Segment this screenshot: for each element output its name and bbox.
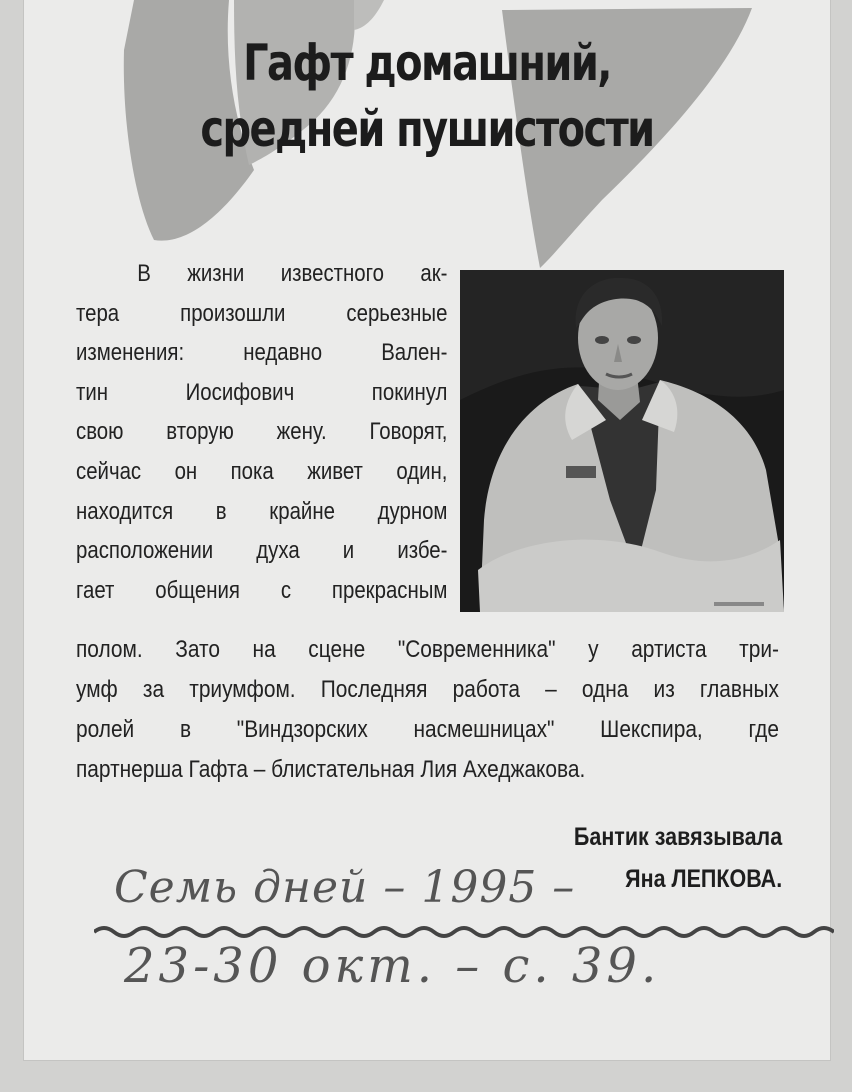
- portrait-illustration: [460, 270, 784, 612]
- text-line: партнерша Гафта – блистательная Лия Ахеджакова.: [76, 756, 586, 783]
- handwritten-line-1: Семь дней – 1995 –: [114, 862, 576, 913]
- article-text-wide: [76, 630, 779, 790]
- text-line: сейчас он пока живет один,: [76, 457, 448, 485]
- text-line: ролей в "Виндзорских насмешницах" Шекспира, где: [76, 716, 779, 743]
- text-line: расположении духа и избе-: [76, 537, 448, 565]
- actor-photo: [460, 270, 784, 612]
- newspaper-clipping: [24, 0, 830, 1060]
- headline-line-1: Гафт домашний,: [243, 34, 611, 92]
- text-line: находится в крайне дурном: [76, 497, 448, 525]
- signature-line-2: Яна ЛЕПКОВА.: [624, 865, 782, 893]
- text-line: изменения: недавно Вален-: [76, 339, 448, 367]
- text-line: гает общения с прекрасным: [76, 576, 448, 604]
- text-line: тера произошли серьезные: [76, 299, 448, 327]
- author-signature: [574, 816, 782, 900]
- signature-line-1: Бантик завязывала: [573, 823, 782, 851]
- text-line: полом. Зато на сцене "Современника" у артиста три-: [76, 636, 779, 663]
- text-line: В жизни известного ак-: [137, 260, 448, 287]
- text-line: свою вторую жену. Говорят,: [76, 418, 448, 446]
- decor-shape-top: [354, 0, 384, 30]
- text-line: тин Иосифович покинул: [76, 378, 448, 406]
- text-line: умф за триумфом. Последняя работа – одна из главных: [76, 676, 779, 703]
- article-text-column: [76, 254, 447, 610]
- headline-line-2: средней пушистости: [200, 100, 654, 158]
- handwritten-line-2: 23-30 окт. – с. 39.: [124, 938, 661, 994]
- article-headline: [105, 30, 750, 162]
